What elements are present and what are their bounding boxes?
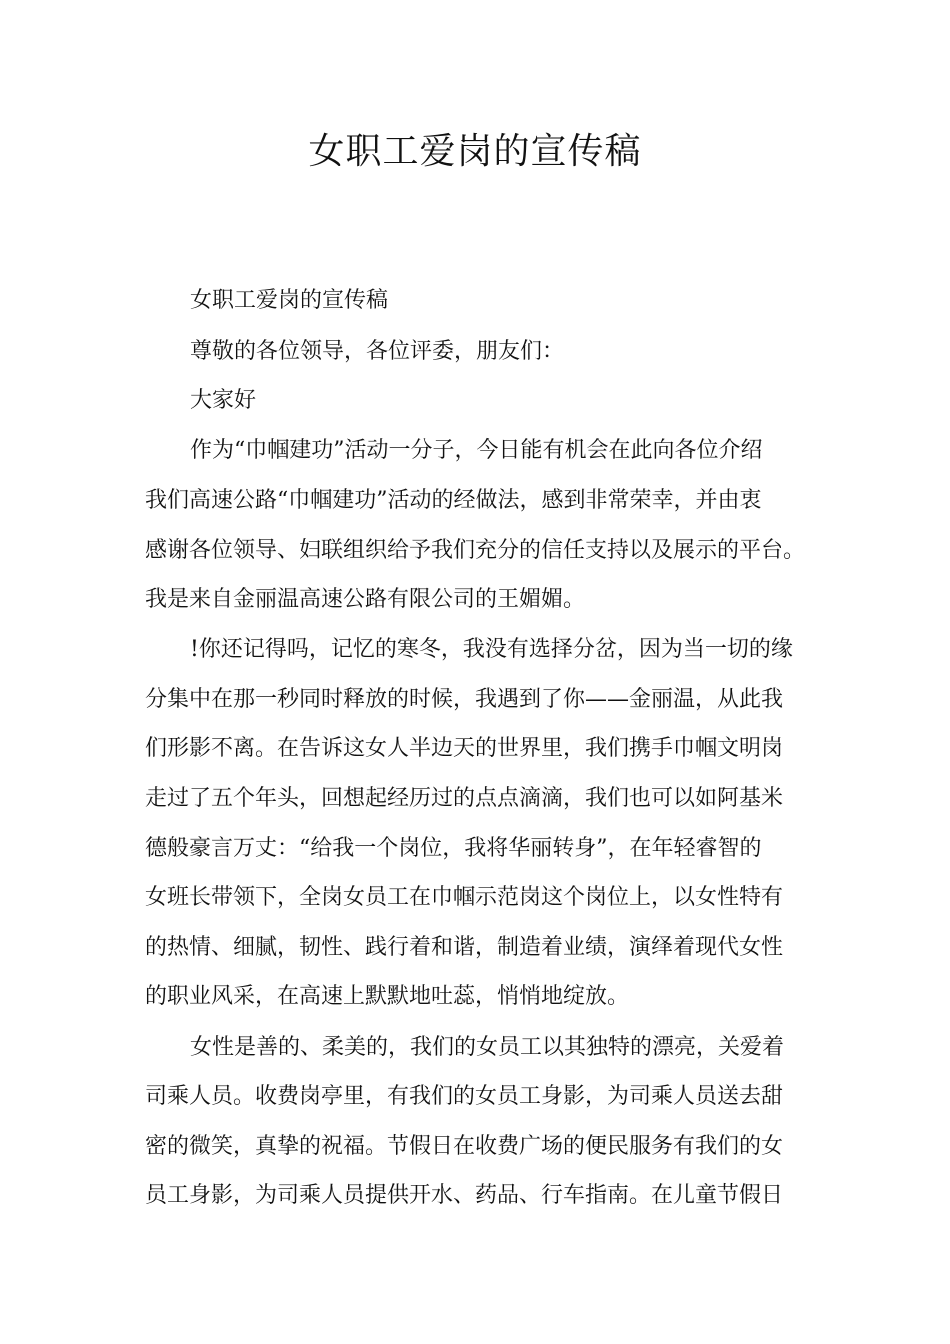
paragraph-3-line-1: 女性是善的、柔美的，我们的女员工以其独特的漂亮，关爱着: [190, 1035, 785, 1060]
salutation-line: 尊敬的各位领导，各位评委，朋友们：: [190, 339, 565, 364]
paragraph-2-line-2: 分集中在那一秒同时释放的时候，我遇到了你——金丽温，从此我: [145, 687, 784, 712]
paragraph-3-line-4: 员工身影，为司乘人员提供开水、药品、行车指南。在儿童节假日: [145, 1183, 784, 1208]
paragraph-3-line-2: 司乘人员。收费岗亭里，有我们的女员工身影，为司乘人员送去甜: [145, 1084, 784, 1109]
paragraph-2-line-1: !你还记得吗，记忆的寒冬，我没有选择分岔，因为当一切的缘: [190, 637, 793, 662]
subtitle-line: 女职工爱岗的宣传稿: [190, 288, 389, 313]
paragraph-2-line-4: 走过了五个年头，回想起经历过的点点滴滴，我们也可以如阿基米: [145, 786, 784, 811]
paragraph-1-line-2: 我们高速公路“巾帼建功”活动的经做法，感到非常荣幸，并由衷: [145, 488, 762, 513]
document-title: 女职工爱岗的宣传稿: [308, 131, 642, 172]
paragraph-2-line-3: 们形影不离。在告诉这女人半边天的世界里，我们携手巾帼文明岗: [145, 736, 784, 761]
paragraph-2-line-5: 德般豪言万丈：“给我一个岗位，我将华丽转身”，在年轻睿智的: [145, 836, 762, 861]
paragraph-1-line-1: 作为“巾帼建功”活动一分子，今日能有机会在此向各位介绍: [190, 438, 763, 463]
greeting-line: 大家好: [190, 388, 257, 413]
paragraph-3-line-3: 密的微笑，真挚的祝福。节假日在收费广场的便民服务有我们的女: [145, 1134, 784, 1159]
paragraph-2-line-6: 女班长带领下，全岗女员工在巾帼示范岗这个岗位上，以女性特有: [145, 885, 784, 910]
paragraph-2-line-7: 的热情、细腻，韧性、践行着和谐，制造着业绩，演绎着现代女性: [145, 935, 784, 960]
paragraph-1-line-4: 我是来自金丽温高速公路有限公司的王媚媚。: [145, 587, 586, 612]
paragraph-2-line-8: 的职业风采，在高速上默默地吐蕊，悄悄地绽放。: [145, 984, 630, 1009]
paragraph-1-line-3: 感谢各位领导、妇联组织给予我们充分的信任支持以及展示的平台。: [145, 538, 806, 563]
